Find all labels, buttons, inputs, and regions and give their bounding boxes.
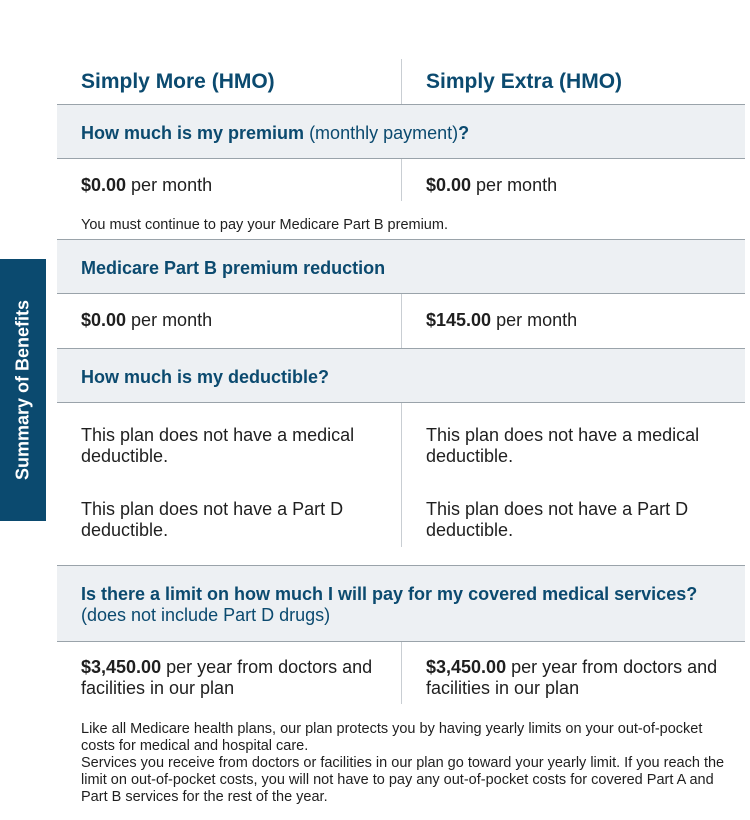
deductible-part-d-2: This plan does not have a Part D deductible. [426,499,689,540]
premium-unit-1: per month [126,175,213,195]
deductible-spacer [57,547,745,566]
limit-answer-1 [57,642,401,704]
premium-note: You must continue to pay your Medicare Part B premium. [57,201,745,240]
limit-note-1: Like all Medicare health plans, our plan protects you by having yearly limits on your out-of-pocket costs for medical and hospital care. [81,721,703,754]
premium-amount-2: $0.00 [426,175,472,195]
limit-answer-2 [401,642,745,704]
limit-note-2: Services you receive from doctors or facilities in our plan go toward your yearly limit. If you reach the limit on out-of-pocket costs, you will not have to pay any out-of-pocket costs for covered Part A and Part B services for the rest of the year. [81,755,725,805]
side-tab-label: Summary of Benefits [12,299,33,481]
deductible-answer-1 [57,403,401,547]
premium-question-light: (monthly payment) [304,123,459,143]
limit-amount-1: $3,450.00 [81,657,162,677]
plan-name-2: Simply Extra (HMO) [401,59,745,104]
side-tab [0,259,46,521]
deductible-answer-row [57,403,745,547]
limit-unit-1: per year from doctors and facilities in our plan [81,657,373,698]
benefits-table [57,0,745,806]
deductible-medical-1: This plan does not have a medical deductible. [81,425,355,466]
plan-header-row [57,0,745,105]
limit-question-text: Is there a limit on how much I will pay for my covered medical services? [81,584,698,604]
part-b-unit-2: per month [491,310,578,330]
premium-question-end: ? [458,123,470,143]
deductible-part-d-1: This plan does not have a Part D deductible. [81,499,344,540]
premium-answer-2 [401,159,745,201]
limit-question [57,566,745,642]
part-b-unit-1: per month [126,310,213,330]
part-b-amount-2: $145.00 [426,310,492,330]
part-b-amount-1: $0.00 [81,310,127,330]
plan-name-1: Simply More (HMO) [81,70,275,93]
deductible-question: How much is my deductible? [57,349,745,403]
part-b-answer-2 [401,294,745,348]
part-b-answer-1 [57,294,401,348]
limit-answer-row [57,642,745,704]
premium-answer-1 [57,159,401,201]
premium-question-bold: How much is my premium [81,123,305,143]
limit-question-sub: (does not include Part D drugs) [81,605,331,625]
premium-question [57,105,745,159]
premium-amount-1: $0.00 [81,175,127,195]
part-b-question: Medicare Part B premium reduction [57,240,745,294]
limit-amount-2: $3,450.00 [426,657,507,677]
limit-unit-2: per year from doctors and facilities in our plan [426,657,718,698]
limit-note [57,704,745,806]
deductible-medical-2: This plan does not have a medical deductible. [426,425,700,466]
premium-answer-row [57,159,745,201]
deductible-answer-2 [401,403,745,547]
premium-unit-2: per month [471,175,558,195]
part-b-answer-row [57,294,745,349]
